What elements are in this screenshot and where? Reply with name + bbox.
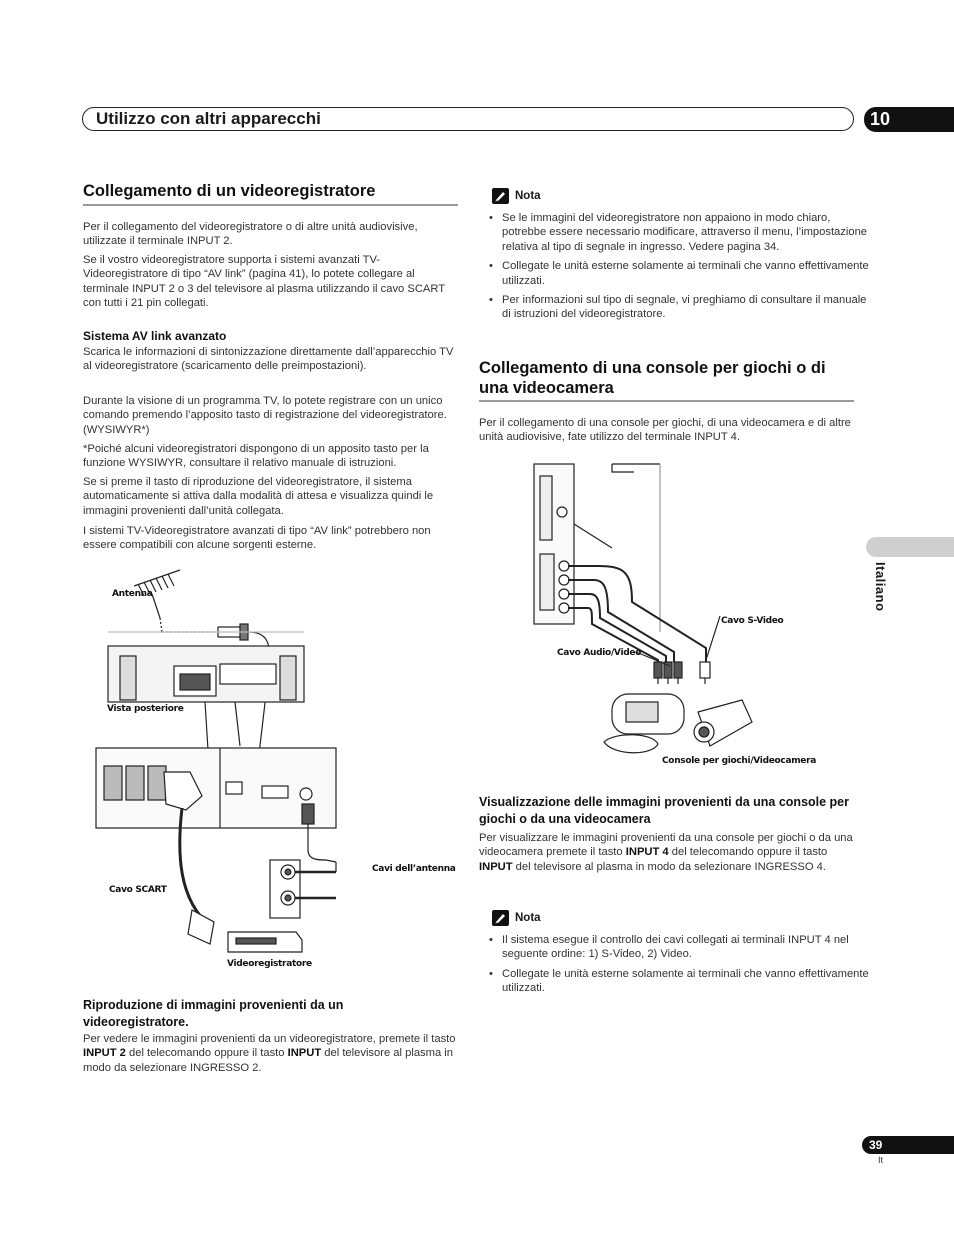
page-header-title: Utilizzo con altri apparecchi xyxy=(96,109,321,128)
label-vcr: Videoregistratore xyxy=(227,959,312,969)
page-language-code: It xyxy=(878,1155,884,1165)
paragraph: Scarica le informazioni di sintonizzazione direttamente dall’apparecchio TV al videoregistratore (scaricamento delle preimpostazioni). xyxy=(83,346,454,373)
label-antenna: Antenna xyxy=(112,589,153,599)
note-heading: Nota xyxy=(492,910,541,926)
chapter-number-tab: 10 xyxy=(864,107,954,132)
label-rear-view: Vista posteriore xyxy=(107,704,184,714)
console-connection-diagram xyxy=(534,462,774,762)
note-list xyxy=(486,933,870,1001)
note-item: • Per informazioni sul tipo di segnale, vi preghiamo di consultare il manuale di istruzioni del videoregistratore. xyxy=(502,293,870,322)
subsection-title-playback: Riproduzione di immagini provenienti da un videoregistratore. xyxy=(83,998,344,1029)
section-title-console: Collegamento di una console per giochi o di una videocamera xyxy=(479,359,826,397)
label-antenna-cable: Cavi dell’antenna xyxy=(372,864,456,874)
note-item: • Il sistema esegue il controllo dei cavi collegati ai terminali INPUT 4 nel seguente ordine: 1) S-Video, 2) Video. xyxy=(502,933,870,962)
paragraph: I sistemi TV-Videoregistratore avanzati di tipo “AV link” potrebbero non essere compatibili con alcune sorgenti esterne. xyxy=(83,525,431,552)
note-item: • Collegate le unità esterne solamente ai terminali che vanno effettivamente utilizzati. xyxy=(502,967,870,996)
note-pencil-icon xyxy=(492,910,509,926)
note-pencil-icon xyxy=(492,188,509,204)
note-list xyxy=(486,211,870,327)
label-av-cable: Cavo Audio/Video xyxy=(557,648,642,658)
paragraph-console-view: Per visualizzare le immagini provenienti da una console per giochi o da una videocamera premete il tasto INPUT 4 del telecomando oppure il tasto INPUT del televisore al plasma in modo da selezionare INGRESSO 4. xyxy=(479,832,853,873)
subsection-title-console-view: Visualizzazione delle immagini provenienti da una console per giochi o da una videocamera xyxy=(479,795,850,826)
section-rule xyxy=(83,204,458,206)
paragraph: *Poiché alcuni videoregistratori dispongono di un apposito tasto per la funzione WYSIWYR, consultare il relativo manuale di istruzioni. xyxy=(83,443,429,470)
paragraph: Se si preme il tasto di riproduzione del videoregistratore, il sistema automaticamente si attiva dalla modalità di attesa e visualizza quindi le immagini provenienti dall’unità collegata. xyxy=(83,476,434,517)
note-heading: Nota xyxy=(492,188,541,204)
section-rule xyxy=(479,400,854,402)
language-tab xyxy=(866,537,954,557)
section-title-vcr: Collegamento di un videoregistratore xyxy=(83,182,376,200)
note-item: • Se le immagini del videoregistratore non appaiono in modo chiaro, potrebbe essere necessario modificare, attraverso il menu, l’impostazione relativa al tipo di segnale in ingresso. Vedere pagina 34. xyxy=(502,211,870,254)
paragraph-playback: Per vedere le immagini provenienti da un videoregistratore, premete il tasto INPUT 2 del telecomando oppure il tasto INPUT del televisore al plasma in modo da selezionare INGRESSO 2. xyxy=(83,1033,456,1074)
note-item: • Collegate le unità esterne solamente ai terminali che vanno effettivamente utilizzati. xyxy=(502,259,870,288)
paragraph: Se il vostro videoregistratore supporta i sistemi avanzati TV-Videoregistratore di tipo “AV link” (pagina 41), lo potete collegare al terminale INPUT 2 o 3 del televisore al plasma utilizzando il cavo SCART con tutti i 21 pin collegati. xyxy=(83,254,445,310)
language-label: Italiano xyxy=(873,562,888,612)
label-scart-cable: Cavo SCART xyxy=(109,885,167,895)
subsection-title-avlink: Sistema AV link avanzato xyxy=(83,329,227,343)
paragraph: Per il collegamento di una console per giochi, di una videocamera e di altre unità audiovisive, fate utilizzo del terminale INPUT 4. xyxy=(479,417,851,444)
page-number: 39 xyxy=(862,1136,954,1154)
paragraph: Durante la visione di un programma TV, lo potete registrare con un unico comando premendo l’apposito tasto di registrazione del videoregistratore. (WYSIWYR*) xyxy=(83,395,447,436)
paragraph: Per il collegamento del videoregistratore o di altre unità audiovisive, utilizzate il terminale INPUT 2. xyxy=(83,221,418,248)
label-console: Console per giochi/Videocamera xyxy=(662,756,817,766)
vcr-connection-diagram xyxy=(90,560,350,980)
label-svideo-cable: Cavo S-Video xyxy=(721,616,784,626)
